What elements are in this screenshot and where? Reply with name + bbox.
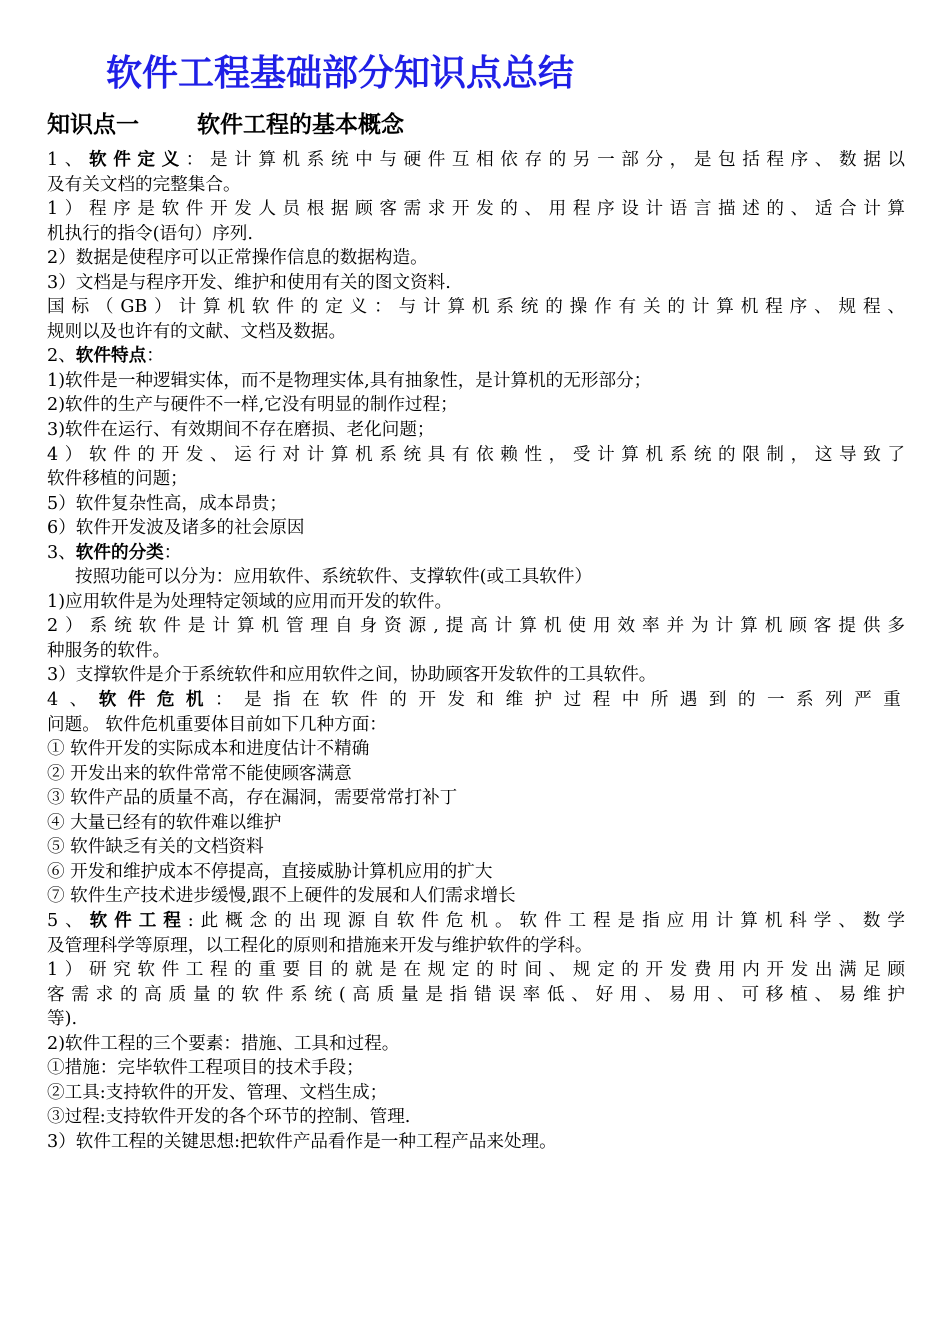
- line-text: 6）软件开发波及诸多的社会原因: [47, 518, 305, 539]
- line-text: 客需求的高质量的软件系统(高质量是指错误率低、好用、易用、可移植、易维护: [47, 984, 905, 1005]
- line-text: 4）软件的开发、运行对计算机系统具有依赖性，受计算机系统的限制，这导致了: [47, 444, 905, 465]
- term-heading: 软件特点: [75, 346, 147, 367]
- item-number: 3、: [47, 542, 76, 563]
- section-label: 知识点一: [47, 112, 139, 138]
- text-line: [47, 148, 905, 173]
- text-line: [47, 1081, 905, 1106]
- text-line: [47, 860, 905, 885]
- line-text: 3）文档是与程序开发、维护和使用有关的图文资料.: [47, 272, 451, 293]
- text-line: [47, 663, 905, 688]
- item-number: 4、: [47, 690, 99, 711]
- line-text: 3）支撑软件是介于系统软件和应用软件之间，协助顾客开发软件的工具软件。: [47, 665, 657, 686]
- term-heading: 软件工程: [89, 910, 188, 931]
- text-line: [47, 639, 905, 664]
- term-heading: 软件危机: [98, 690, 215, 711]
- line-text: ：是计算机系统中与硬件互相依存的另一部分，是包括程序、数据以: [185, 150, 905, 170]
- line-text: ：是指在软件的开发和维护过程中所遇到的一系列严重: [214, 690, 905, 711]
- line-text: :此概念的出现源自软件危机。软件工程是指应用计算机科学、数学: [187, 910, 905, 931]
- text-line: [47, 246, 905, 271]
- line-text: 机执行的指令(语句）序列.: [47, 223, 253, 244]
- text-line: [47, 1105, 905, 1130]
- text-line: [47, 197, 905, 222]
- line-text: ③ 软件产品的质量不高，存在漏洞，需要常常打补丁: [47, 788, 458, 809]
- line-text: 种服务的软件。: [47, 640, 171, 661]
- text-line: [47, 590, 905, 615]
- item-number: 2、: [47, 346, 76, 367]
- text-line: [47, 295, 905, 320]
- text-line: [47, 983, 905, 1008]
- text-line: [47, 614, 905, 639]
- section-heading: [47, 110, 404, 140]
- document-title: 软件工程基础部分知识点总结: [106, 53, 575, 94]
- line-text: ①措施：完毕软件工程项目的技术手段；: [47, 1058, 364, 1079]
- line-text: 1)应用软件是为处理特定领域的应用而开发的软件。: [47, 591, 453, 612]
- text-line: [47, 762, 905, 787]
- text-line: [47, 271, 905, 296]
- text-line: [47, 835, 905, 860]
- item-number: 1、: [47, 150, 89, 170]
- text-line: [47, 492, 905, 517]
- text-line: [47, 934, 905, 959]
- text-line: [47, 958, 905, 983]
- line-text: 规则以及也许有的文献、文档及数据。: [47, 321, 347, 342]
- text-line: [47, 369, 905, 394]
- text-line: [47, 541, 905, 566]
- term-heading: 软件的分类: [75, 542, 164, 563]
- line-text: 3)软件在运行、有效期间不存在磨损、老化问题；: [47, 420, 435, 441]
- text-line: [47, 1007, 905, 1032]
- line-text: 1）研究软件工程的重要目的就是在规定的时间、规定的开发费用内开发出满足顾: [47, 960, 905, 981]
- term-heading: 软件定义: [89, 150, 186, 170]
- text-line: [47, 467, 905, 492]
- text-line: [47, 884, 905, 909]
- text-line: [47, 320, 905, 345]
- text-line: [47, 737, 905, 762]
- text-line: [47, 418, 905, 443]
- line-text: 国标（GB）计算机软件的定义：与计算机系统的操作有关的计算机程序、规程、: [47, 297, 905, 318]
- line-text: 2)软件工程的三个要素：措施、工具和过程。: [47, 1033, 400, 1054]
- line-text: ⑤ 软件缺乏有关的文档资料: [47, 837, 264, 858]
- text-line: [47, 811, 905, 836]
- text-line: [47, 565, 905, 590]
- line-text: ④ 大量已经有的软件难以维护: [47, 812, 282, 833]
- text-line: [47, 713, 905, 738]
- text-line: [47, 909, 905, 934]
- section-title: 软件工程的基本概念: [197, 112, 404, 138]
- line-text: ① 软件开发的实际成本和进度估计不精确: [47, 739, 370, 760]
- line-text: 1）程序是软件开发人员根据顾客需求开发的、用程序设计语言描述的、适合计算: [47, 199, 905, 220]
- text-line: [47, 786, 905, 811]
- text-line: [47, 173, 905, 198]
- text-line: [47, 516, 905, 541]
- line-text: ②工具:支持软件的开发、管理、文档生成；: [47, 1082, 388, 1103]
- line-text: 问题。 软件危机重要体目前如下几种方面：: [47, 714, 387, 735]
- line-text: ：: [146, 346, 164, 367]
- line-text: 及有关文档的完整集合。: [47, 174, 241, 195]
- line-text: ② 开发出来的软件常常不能使顾客满意: [47, 763, 352, 784]
- document-body: [47, 148, 905, 1154]
- line-text: 及管理科学等原理，以工程化的原则和措施来开发与维护软件的学科。: [47, 935, 593, 956]
- text-line: [47, 1056, 905, 1081]
- text-line: [47, 1032, 905, 1057]
- item-number: 5、: [47, 910, 90, 931]
- line-text: 2）数据是使程序可以正常操作信息的数据构造。: [47, 248, 428, 269]
- line-text: 2）系统软件是计算机管理自身资源,提高计算机使用效率并为计算机顾客提供多: [47, 616, 905, 637]
- line-text: 3）软件工程的关键思想:把软件产品看作是一种工程产品来处理。: [47, 1131, 557, 1152]
- text-line: [47, 1130, 905, 1155]
- text-line: [47, 222, 905, 247]
- line-text: 5）软件复杂性高，成本昂贵；: [47, 493, 287, 514]
- text-line: [47, 443, 905, 468]
- line-text: 按照功能可以分为：应用软件、系统软件、支撑软件(或工具软件）: [75, 567, 593, 588]
- line-text: 等).: [47, 1009, 78, 1030]
- text-line: [47, 344, 905, 369]
- line-text: 软件移植的问题；: [47, 469, 188, 490]
- line-text: ⑥ 开发和维护成本不停提高，直接威胁计算机应用的扩大: [47, 861, 493, 882]
- line-text: 2)软件的生产与硬件不一样,它没有明显的制作过程；: [47, 395, 458, 416]
- text-line: [47, 688, 905, 713]
- line-text: ⑦ 软件生产技术进步缓慢,跟不上硬件的发展和人们需求增长: [47, 886, 516, 907]
- line-text: ：: [163, 542, 182, 563]
- line-text: 1)软件是一种逻辑实体，而不是物理实体,具有抽象性，是计算机的无形部分；: [47, 370, 652, 391]
- text-line: [47, 393, 905, 418]
- line-text: ③过程:支持软件开发的各个环节的控制、管理.: [47, 1107, 411, 1128]
